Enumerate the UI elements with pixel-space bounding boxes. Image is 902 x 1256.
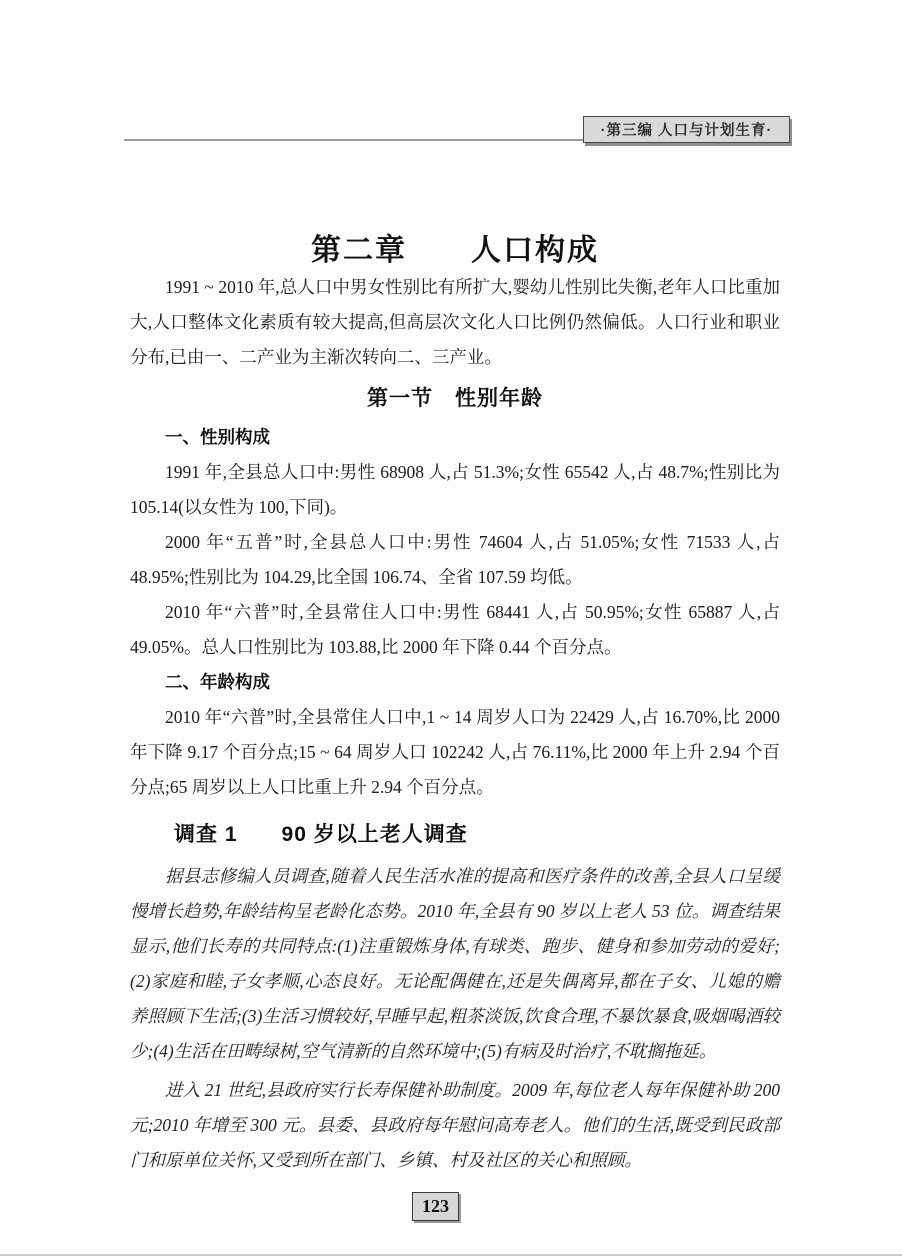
page-number: 123 [422,1196,449,1216]
survey-title: 调查 1 90 岁以上老人调查 [174,823,468,846]
edition-label: ·第三编 人口与计划生育· [600,123,773,139]
intro-paragraph: 1991 ~ 2010 年,总人口中男女性别比有所扩大,婴幼儿性别比失衡,老年人口比重加大,人口整体文化素质有较大提高,但高层次文化人口比例仍然偏低。人口行业和职业分布,已由一、二产业为主渐次转向二、三产业。 [130,277,780,367]
paragraph-2010: 2010 年“六普”时,全县常住人口中:男性 68441 人,占 50.95%;女性 65887 人,占 49.05%。总人口性别比为 103.88,比 2000 年下降 0.44 个百分点。 [130,602,780,657]
edition-header-box [583,116,790,143]
survey-paragraph-2: 进入 21 世纪,县政府实行长寿保健补助制度。2009 年,每位老人每年保健补助 200 元;2010 年增至 300 元。县委、县政府每年慰问高寿老人。他们的生活,既受到民政部门和原单位关怀,又受到所在部门、乡镇、村及社区的关心和照顾。 [130,1080,780,1170]
subsection-heading-gender: 一、性别构成 [165,427,270,447]
paragraph-age-composition: 2010 年“六普”时,全县常住人口中,1 ~ 14 周岁人口为 22429 人,占 16.70%,比 2000 年下降 9.17 个百分点;15 ~ 64 周岁人口 102242 人,占 76.11%,比 2000 年上升 2.94 个百分点;65 周岁以上人口比重上升 2.94 个百分点。 [130,707,780,797]
survey-paragraph-1: 据县志修编人员调查,随着人民生活水准的提高和医疗条件的改善,全县人口呈缓慢增长趋势,年龄结构呈老龄化态势。2010 年,全县有 90 岁以上老人 53 位。调查结果显示,他们长寿的共同特点:(1)注重锻炼身体,有球类、跑步、健身和参加劳动的爱好;(2)家庭和睦,子女孝顺,心态良好。无论配偶健在,还是失偶离异,都在子女、儿媳的赡养照顾下生活;(3)生活习惯较好,早睡早起,粗茶淡饭,饮食合理,不暴饮暴食,吸烟喝酒较少;(4)生活在田畴绿树,空气清新的自然环境中;(5)有病及时治疗,不耽搁拖延。 [130,866,780,1061]
paragraph-1991: 1991 年,全县总人口中:男性 68908 人,占 51.3%;女性 65542 人,占 48.7%;性别比为 105.14(以女性为 100,下同)。 [130,462,780,517]
subsection-heading-age: 二、年龄构成 [165,672,270,692]
section-title: 第一节 性别年龄 [367,387,543,410]
paragraph-2000: 2000 年“五普”时,全县总人口中:男性 74604 人,占 51.05%;女性 71533 人,占 48.95%;性别比为 104.29,比全国 106.74、全省 107.59 均低。 [130,532,780,587]
page-number-box [412,1192,459,1221]
page-body [130,270,780,1178]
chapter-title: 第二章 人口构成 [311,234,599,268]
